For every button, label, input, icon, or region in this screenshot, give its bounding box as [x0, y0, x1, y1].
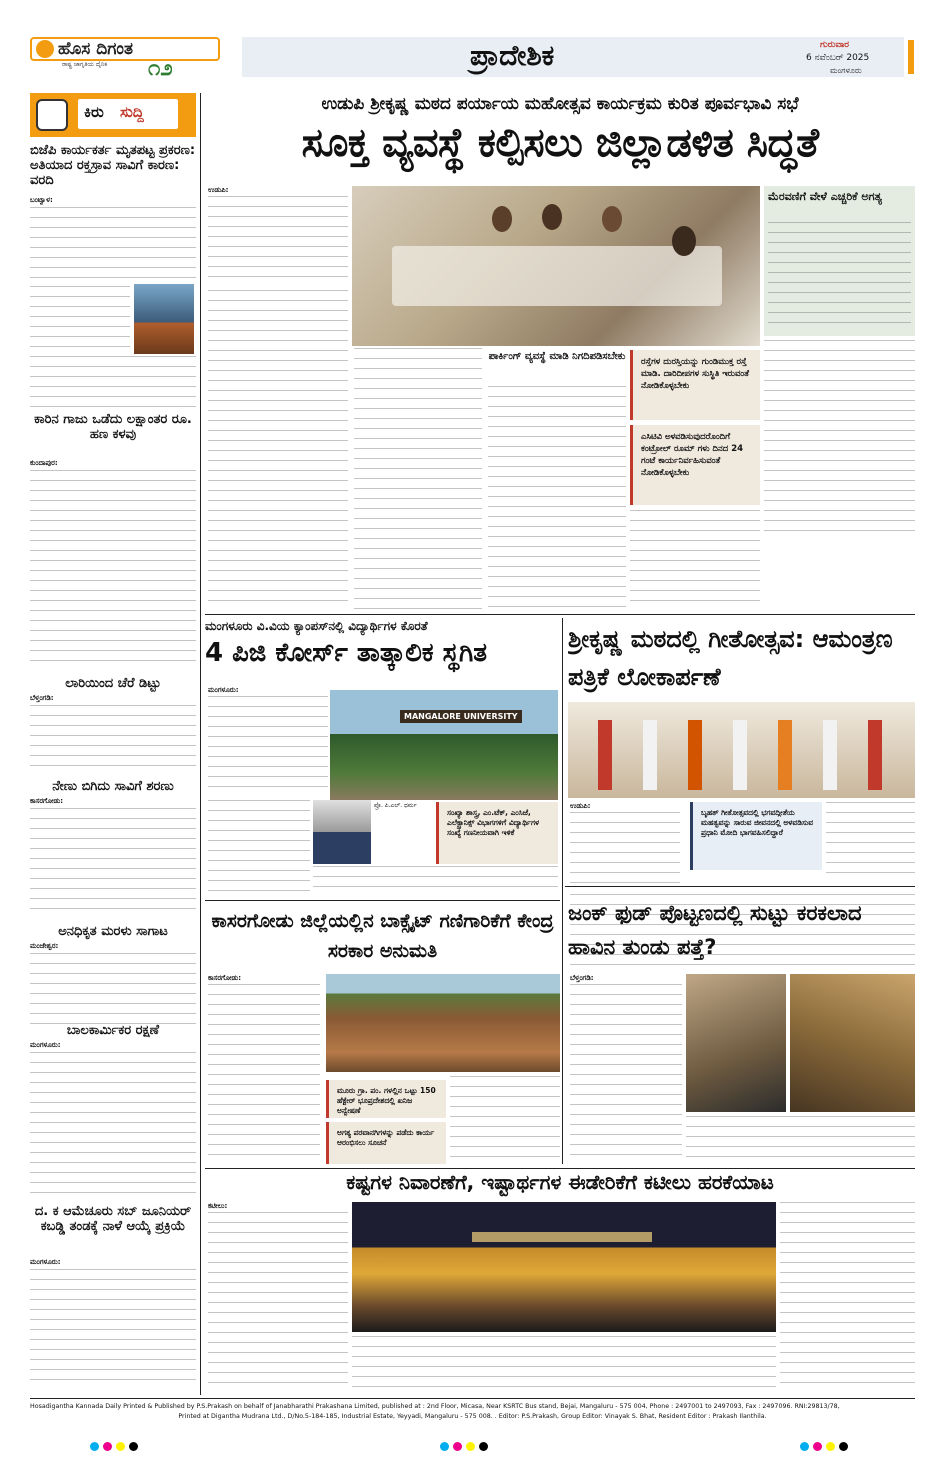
- sidebar-label-kiru: ಕಿರು: [84, 103, 104, 121]
- sidebar-dateline-3: ಬೆಳ್ತಂಗಡಿ:: [30, 694, 54, 702]
- lamp-icon: [36, 40, 54, 58]
- lead-kicker: ಉಡುಪಿ ಶ್ರೀಕೃಷ್ಣ ಮಠದ ಪರ್ಯಾಯ ಮಹೋತ್ಸವ ಕಾರ್ಯಕ್ರಮ ಕುರಿತ ಪೂರ್ವಭಾವಿ ಸಭೆ: [321, 96, 799, 114]
- logo-text: ಹೊಸ ದಿಗಂತ: [58, 39, 133, 59]
- kateelu-dateline: ಕಟೀಲು:: [208, 1202, 228, 1210]
- sidebar-headline-7: ದ. ಕ ಆಮೆಚೂರು ಸಬ್ ಜೂನಿಯರ್ ಕಬಡ್ಡಿ ತಂಡಕ್ಕೆ ನಾಳೆ ಆಯ್ಕೆ ಪ್ರಕ್ರಿಯೆ: [34, 1204, 192, 1234]
- logo-block: [30, 37, 220, 79]
- sidebar-headline-4: ನೇಣು ಬಿಗಿದು ಸಾವಿಗೆ ಶರಣು: [52, 779, 174, 794]
- snake-headline: ಜಂಕ್ ಫುಡ್ ಪೊಟ್ಟಣದಲ್ಲಿ ಸುಟ್ಟು ಕರಕಲಾದ ಹಾವಿನ ತುಂಡು ಪತ್ತೆ?: [568, 901, 862, 959]
- pg-headline: 4 ಪಿಜಿ ಕೋರ್ಸ್ ತಾತ್ಕಾಲಿಕ ಸ್ಥಗಿತ: [205, 640, 488, 668]
- snake-photo-2: [790, 974, 915, 1112]
- bauxite-headline: ಕಾಸರಗೋಡು ಜಿಲ್ಲೆಯಲ್ಲಿನ ಬಾಕ್ಸೈಟ್ ಗಣಿಗಾರಿಕೆಗೆ ಕೇಂದ್ರ ಸರಕಾರ ಅನುಮತಿ: [211, 910, 554, 962]
- meeting-photo: [352, 186, 760, 346]
- gita-photo: [568, 702, 915, 798]
- pg-kicker: ಮಂಗಳೂರು ವಿ.ವಿಯ ಕ್ಯಾಂಪಸ್‌ನಲ್ಲಿ ವಿದ್ಯಾರ್ಥಿಗಳ ಕೊರತೆ: [205, 620, 428, 633]
- sidebar-label-suddi: ಸುದ್ದಿ: [120, 103, 144, 121]
- kateelu-headline: ಕಷ್ಟಗಳ ನಿವಾರಣೆಗೆ, ಇಷ್ಟಾರ್ಥಗಳ ಈಡೇರಿಕೆಗೆ ಕಟೀಲು ಹರಕೆಯಾಟ: [346, 1172, 774, 1194]
- accent-bar: [908, 40, 914, 74]
- campus-photo: [330, 690, 558, 800]
- pg-callout: ಸಂಖ್ಯಾ ಶಾಸ್ತ್ರ, ಎಂ.ಟೆಕ್, ಎಂಸಿಜೆ, ಎಲೆಕ್ಟ್ರಾನಿಕ್ಸ್ ವಿಭಾಗಗಳಿಗೆ ವಿದ್ಯಾರ್ಥಿಗಳ ಸಂಖ್ಯೆ ಗಣನೀಯವಾಗಿ ಇಳಿಕೆ: [436, 802, 558, 864]
- lead-dateline: ಉಡುಪಿ:: [208, 186, 229, 194]
- logo-tagline: ರಾಷ್ಟ್ರ ಜಾಗೃತಿಯ ದೈನಿಕ: [62, 61, 108, 68]
- sidebar-dateline-1: ಬಂಟ್ವಾಳ:: [30, 196, 53, 204]
- section-title: ಪ್ರಾದೇಶಿಕ: [470, 39, 555, 72]
- pg-dateline: ಮಂಗಳೂರು:: [208, 686, 239, 694]
- snake-photo-1: [686, 974, 786, 1112]
- masthead: [0, 0, 945, 90]
- campus-sign: MANGALORE UNIVERSITY: [400, 710, 522, 723]
- mining-site-photo: [326, 974, 560, 1072]
- sidebar-dateline-6: ಮಂಗಳೂರು:: [30, 1041, 61, 1049]
- snake-dateline: ಬೆಳ್ತಂಗಡಿ:: [570, 974, 594, 982]
- gita-dateline: ಉಡುಪಿ:: [570, 802, 591, 810]
- bauxite-dateline: ಕಾಸರಗೋಡು:: [208, 974, 242, 982]
- edition-city: ಮಂಗಳೂರು: [830, 66, 862, 75]
- merav-subhead: ಮೆರವಣಿಗೆ ವೇಳೆ ಎಚ್ಚರಿಕೆ ಅಗತ್ಯ: [768, 190, 882, 203]
- registration-marks-right: [800, 1436, 852, 1455]
- registration-marks-center: [440, 1436, 492, 1455]
- portrait-photo: [134, 284, 194, 354]
- bauxite-callout-2: ಅಗತ್ಯ ಪರವಾನಗಿಗಳನ್ನು ಪಡೆದು ಕಾರ್ಯ ಆರಂಭಿಸಲು ಸೂಚನೆ: [326, 1122, 446, 1164]
- footer-imprint-1: Hosadigantha Kannada Daily Printed & Published by P.S.Prakash on behalf of Janabharathi Prakashana Limited, published at : 2nd Floor, Micasa, Near KSRTC Bus stand, Bejai, Mangaluru - 575 004, Phone : 2497001 to 2497093, Fax : 2497096. RNI:29813/78,: [30, 1403, 840, 1410]
- sidebar-dateline-7: ಮಂಗಳೂರು:: [30, 1258, 61, 1266]
- yakshagana-photo: [352, 1202, 776, 1332]
- registration-marks-left: [90, 1436, 142, 1455]
- sidebar-headline-1: ಬಿಜೆಪಿ ಕಾರ್ಯಕರ್ತ ಮೃತಪಟ್ಟ ಪ್ರಕರಣ: ಅತಿಯಾದ ರಕ್ತಸ್ರಾವ ಸಾವಿಗೆ ಕಾರಣ: ವರದಿ: [30, 143, 196, 188]
- vc-caption: ಪ್ರೊ. ಪಿ.ಎಲ್. ಧರ್ಮ: [374, 802, 417, 809]
- callout-roads: ರಸ್ತೆಗಳ ದುರಸ್ತಿಯನ್ನು ಗುಂಡಿಮುಕ್ತ ರಸ್ತೆ ಮಾಡಿ. ದಾರಿದೀಪಗಳ ಸುಸ್ಥಿತಿ ಇರುವಂತೆ ನೋಡಿಕೊಳ್ಳಬೇಕು: [630, 350, 760, 420]
- callout-cctv: ಎಸಿಟಿವಿ ಅಳವಡಿಸುವುದರೊಂದಿಗೆ ಕಂಟ್ರೋಲ್ ರೂಮ್ ಗಳು ದಿನದ 24 ಗಂಟೆ ಕಾರ್ಯನಿರ್ವಹಿಸುವಂತೆ ನೋಡಿಕೊಳ್ಳಬೇಕು: [630, 425, 760, 505]
- vc-portrait: [313, 800, 371, 864]
- page-number: ೧೨: [148, 56, 173, 81]
- lead-headline: ಸೂಕ್ತ ವ್ಯವಸ್ಥೆ ಕಲ್ಪಿಸಲು ಜಿಲ್ಲಾಡಳಿತ ಸಿದ್ಧತೆ: [301, 122, 819, 166]
- sidebar-dateline-4: ಕಾಸರಗೋಡು:: [30, 797, 64, 805]
- edition-day: ಗುರುವಾರ: [820, 40, 850, 50]
- sidebar-headline-6: ಬಾಲಕಾರ್ಮಿಕರ ರಕ್ಷಣೆ: [66, 1023, 160, 1038]
- hand-icon: [36, 99, 68, 131]
- sidebar-headline-2: ಕಾರಿನ ಗಾಜು ಒಡೆದು ಲಕ್ಷಾಂತರ ರೂ. ಹಣ ಕಳವು: [34, 412, 192, 442]
- footer-imprint-2: Printed at Digantha Mudrana Ltd., D/No.5-184-185, Industrial Estate, Yeyyadi, Mangaluru - 575 008. . Editor: P.S.Prakash, Group Editor: Vinayak S. Bhat, Resident Editor : Prakash Ilanthila.: [178, 1413, 767, 1420]
- sidebar-headline-3: ಲಾರಿಯಿಂದ ಚೆರೆ ಡಿಟ್ಟು: [65, 676, 161, 691]
- gita-headline: ಶ್ರೀಕೃಷ್ಣ ಮಠದಲ್ಲಿ ಗೀತೋತ್ಸವ: ಆಮಂತ್ರಣ ಪತ್ರಿಕೆ ಲೋಕಾರ್ಪಣೆ: [568, 625, 893, 691]
- gita-callout: ಬೃಹತ್ ಗೀತೋತ್ಸವದಲ್ಲಿ ಭಗವದ್ಗೀತೆಯ ಮಹತ್ವವನ್ನು ಸಾರುವ ಜೀವನದಲ್ಲಿ ಅಳವಡಿಸುವ ಪ್ರಧಾನಿ ಮೋದಿ ಭಾಗವಹಿಸಲಿದ್ದಾರೆ: [690, 802, 822, 870]
- sidebar-dateline-5: ಮಂಜೇಶ್ವರ:: [30, 942, 59, 950]
- sidebar-dateline-2: ಕುಂದಾಪುರ:: [30, 459, 58, 467]
- parking-subhead: ಪಾರ್ಕಿಂಗ್ ವ್ಯವಸ್ಥೆ ಮಾಡಿ ನಿಗದಿಪಡಿಸಬೇಕು: [488, 351, 626, 362]
- sidebar-headline-5: ಅನಧಿಕೃತ ಮರಳು ಸಾಗಾಟ: [58, 924, 168, 939]
- edition-date: 6 ನವೆಂಬರ್ 2025: [806, 53, 870, 63]
- bauxite-callout-1: ಮೂರು ಗ್ರಾ. ಪಂ. ಗಳಲ್ಲಿನ ಒಟ್ಟು 150 ಹೆಕ್ಟೇರ್ ಭೂಪ್ರದೇಶದಲ್ಲಿ ಖನಿಜ ಅನ್ವೇಷಣೆ: [326, 1080, 446, 1118]
